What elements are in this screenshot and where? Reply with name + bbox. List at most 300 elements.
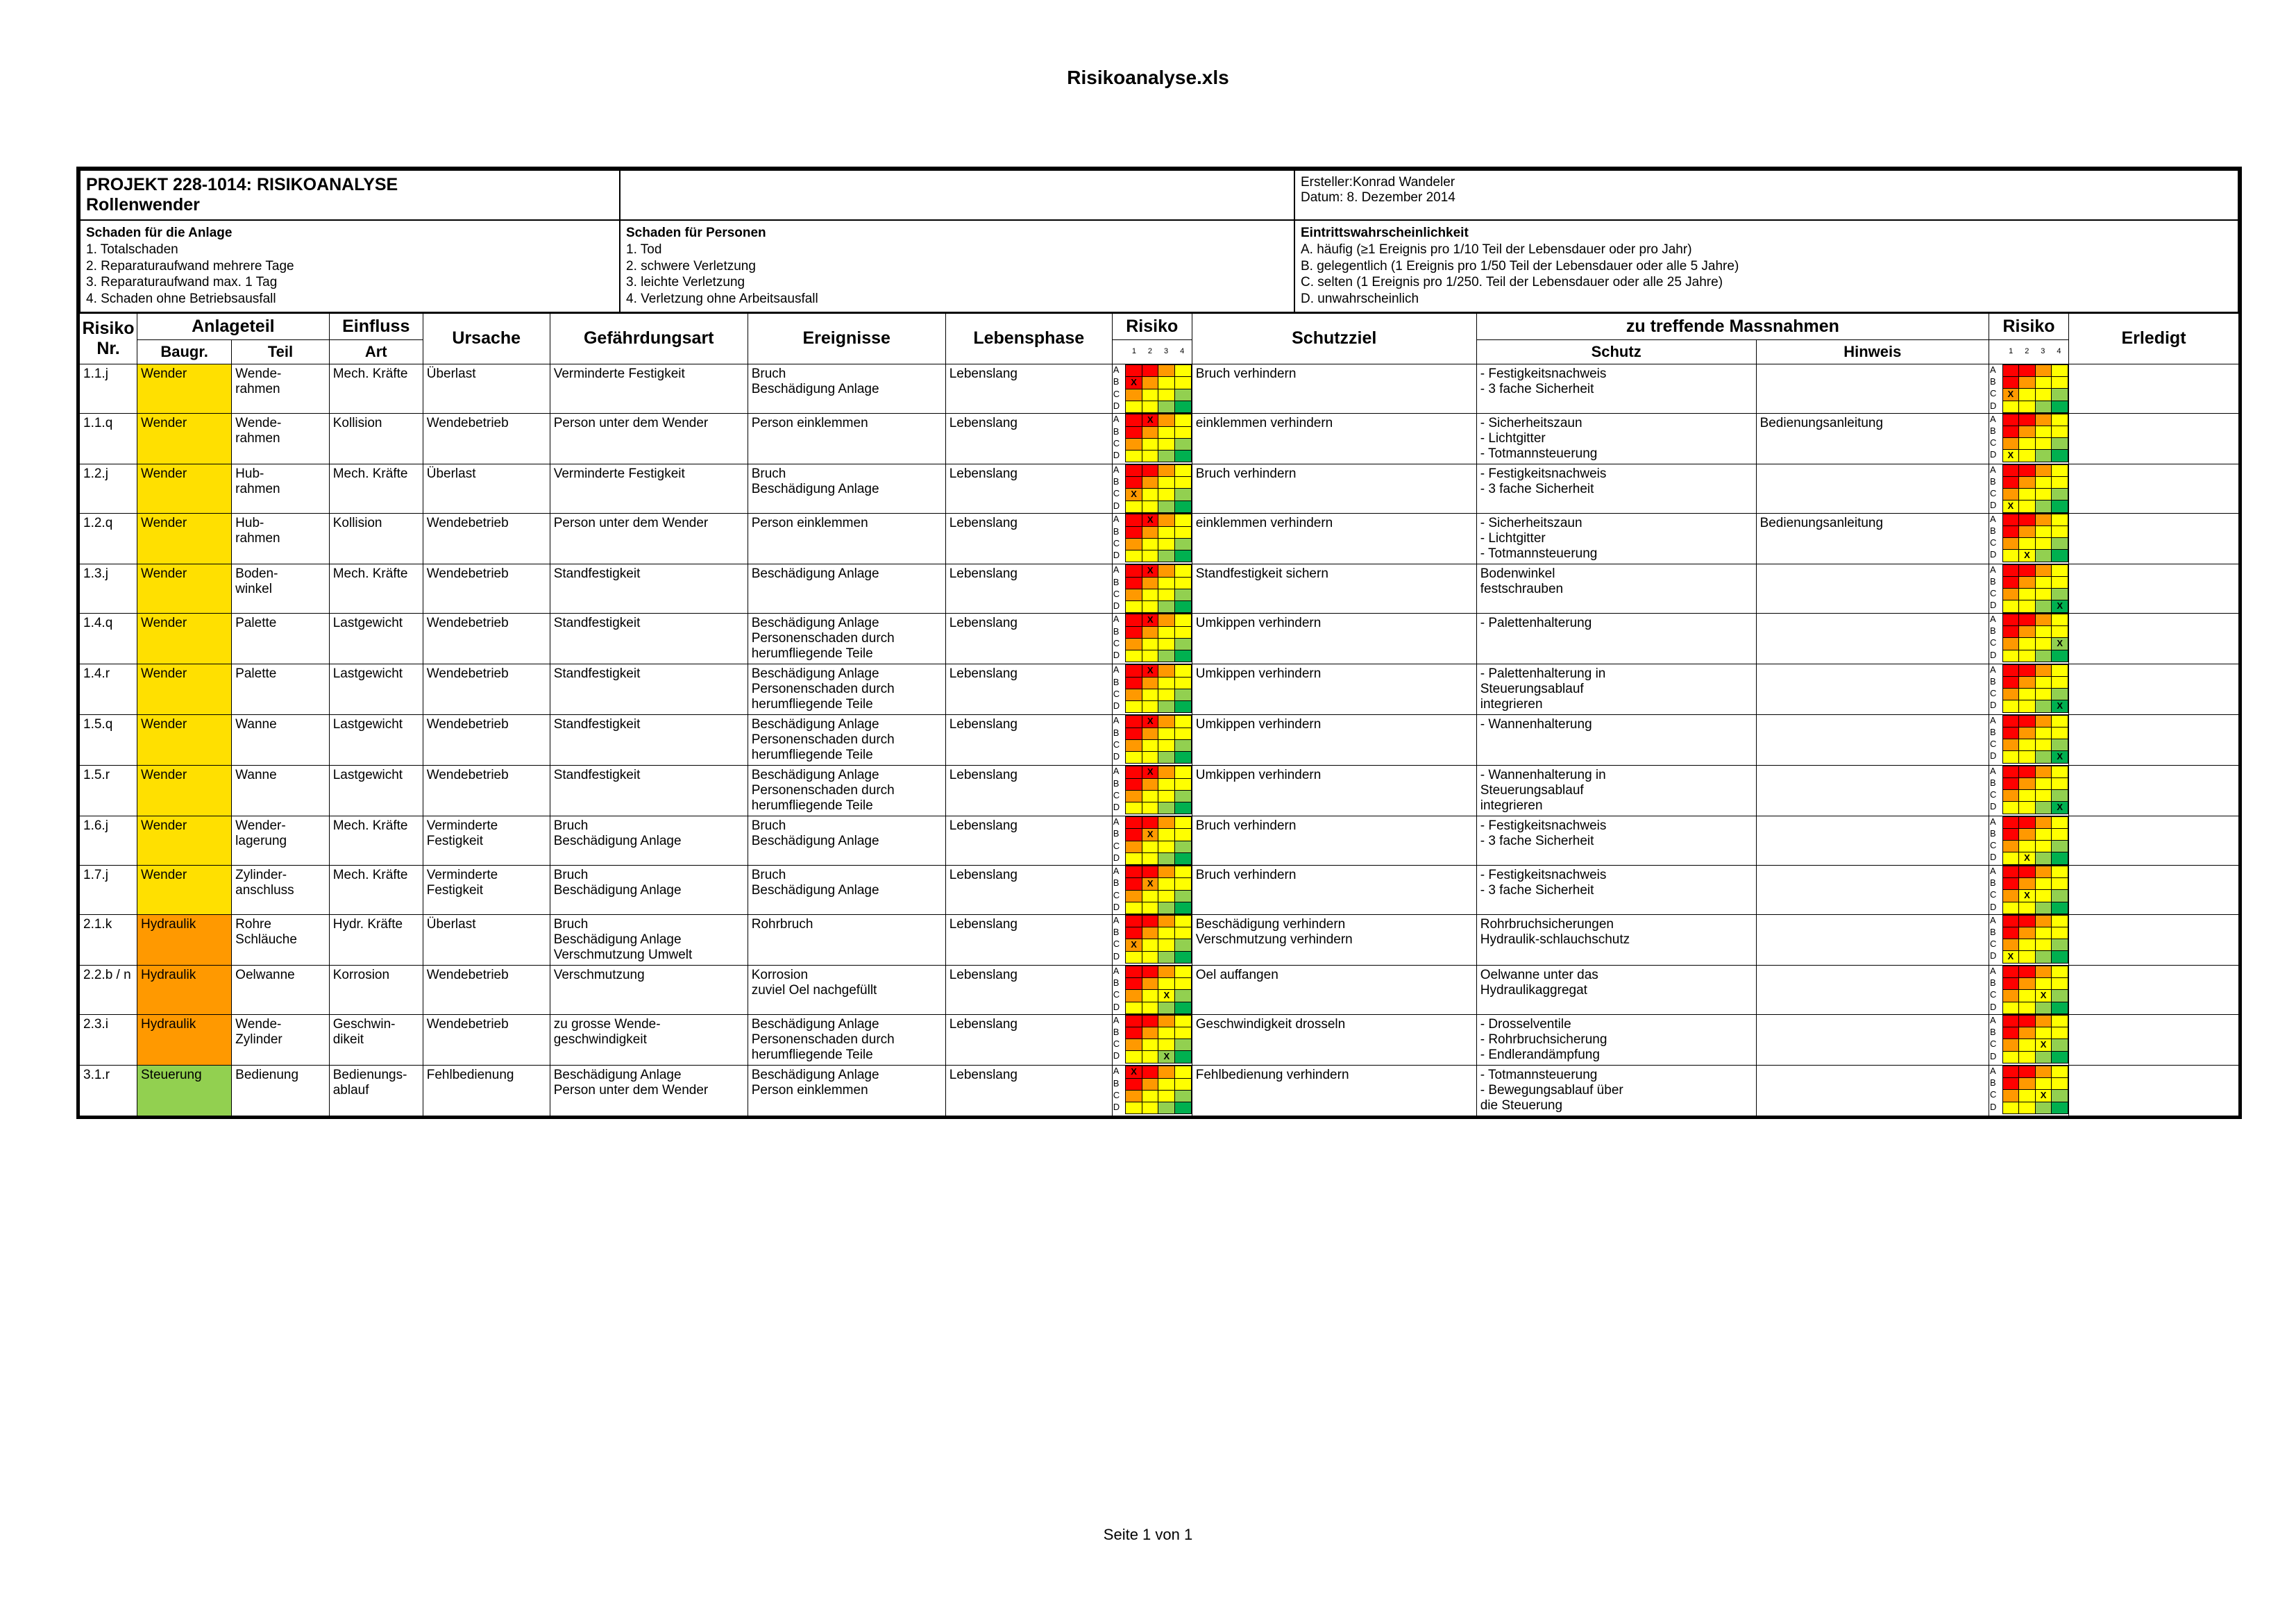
matrix-cell-B1 [1126, 577, 1142, 589]
matrix-cell-C1 [2002, 840, 2019, 852]
table-row[interactable] [80, 965, 2239, 1014]
cell-schutz: - Palettenhalterung [1476, 613, 1756, 664]
cell-risiko-before [1112, 714, 1192, 765]
matrix-cell-selected-A2: X [1142, 414, 1158, 426]
matrix-cell-C2 [2019, 637, 2036, 650]
matrix-cell-B2 [2019, 777, 2036, 789]
risk-matrix [1989, 766, 2068, 814]
matrix-cell-A3 [1158, 966, 1175, 977]
cell-schutz: Oelwanne unter das Hydraulikaggregat [1476, 965, 1756, 1014]
matrix-cell-D4 [2052, 950, 2068, 963]
matrix-row-label-B: B [1989, 727, 2002, 739]
matrix-cell-C4 [2052, 1038, 2068, 1051]
matrix-cell-B4 [2052, 376, 2068, 388]
table-row[interactable] [80, 765, 2239, 816]
cell-teil: Wanne [232, 714, 330, 765]
matrix-cell-D1 [2002, 650, 2019, 662]
cell-ereignisse: Person einklemmen [748, 513, 945, 564]
cell-ereignisse: Korrosion zuviel Oel nachgefüllt [748, 965, 945, 1014]
cell-gefaehrdungsart: Standfestigkeit [550, 613, 748, 664]
cell-erledigt [2069, 816, 2239, 865]
matrix-cell-B3 [2035, 777, 2052, 789]
matrix-cell-A3 [2035, 1015, 2052, 1027]
matrix-cell-A3 [1158, 715, 1175, 728]
matrix-cell-C2 [1142, 638, 1158, 650]
matrix-cell-C3 [1158, 488, 1175, 501]
cell-art: Lastgewicht [329, 714, 423, 765]
matrix-row-label-B: B [1113, 577, 1126, 589]
table-row[interactable] [80, 914, 2239, 965]
cell-risiko-nr: 1.2.j [80, 464, 137, 513]
page-title: Risikoanalyse.xls [1067, 67, 1229, 88]
cell-lebensphase: Lebenslang [945, 413, 1112, 464]
matrix-cell-D2 [1142, 650, 1158, 662]
matrix-cell-selected-A1: X [1126, 1066, 1142, 1078]
matrix-cell-D3 [2035, 902, 2052, 914]
cell-gefaehrdungsart: Bruch Beschädigung Anlage [550, 865, 748, 914]
cell-lebensphase: Lebenslang [945, 513, 1112, 564]
matrix-cell-D1 [1126, 401, 1142, 412]
scale-col-4: 4 [2051, 347, 2067, 356]
matrix-row-label-C: C [1989, 789, 2002, 801]
risk-matrix [1989, 414, 2068, 462]
matrix-cell-D4 [1175, 1102, 1192, 1113]
matrix-cell-selected-D4: X [2052, 750, 2068, 763]
matrix-cell-C4 [2052, 1089, 2068, 1102]
cell-hinweis [1756, 464, 1989, 513]
matrix-cell-A3 [1158, 766, 1175, 778]
matrix-cell-D1 [2002, 600, 2019, 612]
matrix-row-label-B: B [1113, 927, 1126, 939]
matrix-cell-D1 [1126, 550, 1142, 562]
matrix-row-label-D: D [1113, 902, 1126, 914]
matrix-cell-D3 [1158, 852, 1175, 864]
matrix-cell-C1 [2002, 688, 2019, 700]
matrix-cell-B4 [1175, 577, 1192, 589]
matrix-cell-D4 [1175, 852, 1192, 864]
cell-risiko-nr: 2.2.b / n [80, 965, 137, 1014]
matrix-row-label-A: A [1989, 564, 2002, 576]
matrix-cell-A2 [2019, 715, 2036, 727]
cell-art: Lastgewicht [329, 613, 423, 664]
risk-matrix [1989, 1066, 2068, 1114]
matrix-cell-D4 [2052, 1102, 2068, 1113]
legend-anlage-title: Schaden für die Anlage [86, 226, 233, 240]
matrix-cell-C4 [1175, 1038, 1192, 1050]
matrix-cell-B1 [1126, 778, 1142, 790]
cell-risiko-before [1112, 765, 1192, 816]
cell-baugr: Wender [137, 714, 232, 765]
matrix-cell-B3 [2035, 828, 2052, 840]
cell-ursache: Verminderte Festigkeit [423, 816, 550, 865]
cell-gefaehrdungsart: Verschmutzung [550, 965, 748, 1014]
matrix-cell-A1 [1126, 664, 1142, 677]
cell-art: Mech. Kräfte [329, 364, 423, 413]
matrix-cell-C3 [2035, 789, 2052, 801]
matrix-cell-C3 [1158, 538, 1175, 550]
matrix-cell-A4 [2052, 614, 2068, 625]
matrix-cell-B3 [1158, 426, 1175, 438]
matrix-cell-A2 [1142, 364, 1158, 376]
cell-schutz: - Festigkeitsnachweis - 3 fache Sicherheit [1476, 364, 1756, 413]
matrix-cell-selected-C1: X [2002, 388, 2019, 401]
matrix-cell-D3 [2035, 449, 2052, 462]
matrix-cell-selected-C4: X [2052, 637, 2068, 650]
matrix-row-label-D: D [1113, 852, 1126, 864]
matrix-cell-B1 [2002, 676, 2019, 688]
cell-ereignisse: Bruch Beschädigung Anlage [748, 865, 945, 914]
matrix-cell-C2 [2019, 789, 2036, 801]
cell-lebensphase: Lebenslang [945, 1065, 1112, 1116]
matrix-cell-C1 [2002, 637, 2019, 650]
table-row[interactable] [80, 1065, 2239, 1116]
matrix-cell-A4 [2052, 816, 2068, 828]
matrix-cell-D1 [1126, 1050, 1142, 1063]
scale-corner [1991, 347, 2003, 356]
cell-schutzziel: Geschwindigkeit drosseln [1192, 1014, 1476, 1065]
cell-schutz: - Palettenhalterung in Steuerungsablauf integrieren [1476, 664, 1756, 714]
matrix-row-label-D: D [1989, 700, 2002, 712]
matrix-row-label-C: C [1989, 637, 2002, 650]
cell-gefaehrdungsart: zu grosse Wende- geschwindigkeit [550, 1014, 748, 1065]
matrix-cell-B4 [2052, 877, 2068, 889]
matrix-cell-selected-D1: X [2002, 500, 2019, 512]
matrix-cell-D3 [1158, 802, 1175, 814]
col-risiko-nr-line2: Nr. [96, 338, 120, 358]
matrix-row-label-C: C [1989, 889, 2002, 902]
matrix-row-label-D: D [1113, 751, 1126, 763]
matrix-cell-C4 [2052, 789, 2068, 801]
matrix-cell-C2 [1142, 689, 1158, 700]
matrix-cell-A4 [2052, 414, 2068, 426]
cell-risiko-before [1112, 364, 1192, 413]
risk-table-body [80, 364, 2239, 1116]
cell-risiko-after [1989, 1014, 2069, 1065]
matrix-cell-A2 [1142, 915, 1158, 927]
cell-lebensphase: Lebenslang [945, 464, 1112, 513]
matrix-row-label-D: D [1113, 1002, 1126, 1014]
risk-matrix [1113, 664, 1192, 713]
scale-col-4: 4 [1174, 347, 1190, 356]
matrix-row-label-C: C [1113, 890, 1126, 902]
matrix-cell-D2 [2019, 801, 2036, 814]
matrix-cell-C3 [2035, 889, 2052, 902]
matrix-cell-C1 [1126, 389, 1142, 401]
matrix-cell-B4 [1175, 927, 1192, 939]
matrix-row-label-A: A [1113, 966, 1126, 977]
table-row[interactable] [80, 364, 2239, 413]
matrix-cell-selected-B2: X [1142, 828, 1158, 841]
cell-ereignisse: Beschädigung Anlage Person einklemmen [748, 1065, 945, 1116]
matrix-cell-B3 [2035, 625, 2052, 637]
matrix-cell-C4 [2052, 488, 2068, 500]
matrix-cell-D2 [1142, 600, 1158, 612]
matrix-cell-A4 [2052, 564, 2068, 576]
matrix-cell-A3 [2035, 614, 2052, 625]
matrix-cell-A2 [1142, 464, 1158, 476]
matrix-cell-C1 [2002, 588, 2019, 600]
matrix-cell-B4 [1175, 1027, 1192, 1038]
matrix-cell-A1 [1126, 966, 1142, 977]
cell-ursache: Überlast [423, 364, 550, 413]
matrix-row-label-D: D [1113, 802, 1126, 814]
matrix-cell-C2 [1142, 389, 1158, 401]
matrix-cell-A3 [2035, 464, 2052, 476]
matrix-cell-A2 [1142, 866, 1158, 877]
matrix-row-label-C: C [1113, 1038, 1126, 1050]
cell-art: Geschwin- dikeit [329, 1014, 423, 1065]
matrix-cell-B1 [2002, 828, 2019, 840]
col-risiko-nr-line1: Risiko [82, 318, 135, 338]
matrix-cell-C1 [1126, 638, 1142, 650]
table-row[interactable] [80, 664, 2239, 714]
matrix-cell-A3 [1158, 866, 1175, 877]
matrix-cell-B4 [2052, 1077, 2068, 1089]
matrix-cell-B2 [2019, 977, 2036, 989]
matrix-cell-C2 [1142, 1038, 1158, 1050]
cell-risiko-before [1112, 1065, 1192, 1116]
matrix-row-label-C: C [1989, 437, 2002, 449]
matrix-row-label-B: B [1989, 828, 2002, 840]
matrix-cell-D2 [2019, 1102, 2036, 1113]
risk-matrix [1113, 514, 1192, 562]
matrix-cell-B4 [2052, 676, 2068, 688]
matrix-cell-B4 [1175, 626, 1192, 638]
matrix-cell-D4 [1175, 951, 1192, 963]
matrix-row-label-A: A [1989, 866, 2002, 877]
legend-anlage-item-0: 1. Totalschaden [86, 242, 178, 257]
matrix-cell-C1 [1126, 1090, 1142, 1102]
legend-personen [620, 220, 1294, 312]
cell-art: Korrosion [329, 965, 423, 1014]
matrix-cell-B2 [1142, 526, 1158, 538]
risk-matrix [1113, 816, 1192, 865]
cell-lebensphase: Lebenslang [945, 613, 1112, 664]
matrix-cell-D3 [2035, 1102, 2052, 1113]
matrix-cell-D3 [2035, 950, 2052, 963]
matrix-cell-B2 [2019, 828, 2036, 840]
matrix-cell-B3 [2035, 1027, 2052, 1038]
cell-risiko-nr: 3.1.r [80, 1065, 137, 1116]
matrix-cell-A4 [1175, 514, 1192, 526]
legend-personen-title: Schaden für Personen [626, 226, 766, 240]
cell-schutzziel: Bruch verhindern [1192, 464, 1476, 513]
matrix-row-label-D: D [1989, 650, 2002, 662]
cell-ursache: Wendebetrieb [423, 765, 550, 816]
cell-ursache: Fehlbedienung [423, 1065, 550, 1116]
matrix-row-label-A: A [1113, 364, 1126, 376]
cell-erledigt [2069, 965, 2239, 1014]
matrix-cell-B4 [2052, 927, 2068, 939]
cell-schutz: - Wannenhalterung [1476, 714, 1756, 765]
matrix-cell-A1 [2002, 1015, 2019, 1027]
matrix-cell-D4 [1175, 700, 1192, 712]
matrix-row-label-D: D [1113, 401, 1126, 412]
matrix-cell-C4 [2052, 537, 2068, 549]
table-row[interactable] [80, 413, 2239, 464]
matrix-cell-A3 [1158, 1015, 1175, 1027]
matrix-cell-D3 [2035, 650, 2052, 662]
legend-anlage-item-3: 4. Schaden ohne Betriebsausfall [86, 292, 276, 306]
matrix-cell-D4 [2052, 449, 2068, 462]
table-row[interactable] [80, 464, 2239, 513]
matrix-row-label-A: A [1989, 715, 2002, 727]
matrix-cell-D3 [1158, 501, 1175, 512]
matrix-cell-C4 [2052, 739, 2068, 750]
matrix-cell-B1 [2002, 927, 2019, 939]
table-row[interactable] [80, 564, 2239, 613]
matrix-cell-B4 [2052, 525, 2068, 537]
matrix-row-label-B: B [1989, 525, 2002, 537]
matrix-cell-C1 [1126, 589, 1142, 600]
matrix-cell-D4 [2052, 549, 2068, 562]
risk-matrix [1113, 866, 1192, 914]
cell-risiko-after [1989, 413, 2069, 464]
matrix-cell-D4 [1175, 802, 1192, 814]
table-row[interactable] [80, 513, 2239, 564]
cell-ursache: Überlast [423, 464, 550, 513]
cell-risiko-after [1989, 564, 2069, 613]
table-row[interactable] [80, 714, 2239, 765]
matrix-cell-A3 [1158, 664, 1175, 677]
cell-ereignisse: Beschädigung Anlage Personenschaden durch herumfliegende Teile [748, 664, 945, 714]
matrix-row-label-A: A [1113, 414, 1126, 426]
matrix-cell-A1 [1126, 464, 1142, 476]
cell-ursache: Wendebetrieb [423, 413, 550, 464]
risk-matrix [1989, 514, 2068, 562]
matrix-row-label-C: C [1113, 438, 1126, 450]
legend-wahrscheinlichkeit-item-2: C. selten (1 Ereignis pro 1/250. Teil der Lebensdauer oder alle 25 Jahre) [1301, 275, 1723, 290]
cell-hinweis [1756, 1014, 1989, 1065]
matrix-cell-A4 [1175, 614, 1192, 626]
matrix-row-label-C: C [1989, 739, 2002, 750]
matrix-cell-D1 [2002, 750, 2019, 763]
matrix-cell-B4 [2052, 777, 2068, 789]
legend-wahrscheinlichkeit-item-0: A. häufig (≥1 Ereignis pro 1/10 Teil der Lebensdauer oder pro Jahr) [1301, 242, 1692, 257]
table-row[interactable] [80, 613, 2239, 664]
matrix-cell-B1 [2002, 426, 2019, 437]
matrix-cell-D3 [2035, 852, 2052, 864]
matrix-cell-C2 [2019, 688, 2036, 700]
cell-ursache: Wendebetrieb [423, 1014, 550, 1065]
matrix-row-label-A: A [1989, 766, 2002, 777]
cell-schutzziel: Umkippen verhindern [1192, 664, 1476, 714]
matrix-cell-B1 [1126, 977, 1142, 989]
cell-ereignisse: Bruch Beschädigung Anlage [748, 364, 945, 413]
cell-lebensphase: Lebenslang [945, 914, 1112, 965]
matrix-row-label-A: A [1989, 816, 2002, 828]
matrix-cell-selected-D4: X [2052, 700, 2068, 712]
cell-ursache: Wendebetrieb [423, 965, 550, 1014]
table-row[interactable] [80, 816, 2239, 865]
matrix-cell-D2 [2019, 1051, 2036, 1063]
matrix-cell-A4 [2052, 1015, 2068, 1027]
matrix-cell-A4 [1175, 766, 1192, 778]
matrix-cell-C4 [1175, 689, 1192, 700]
matrix-cell-D4 [2052, 1051, 2068, 1063]
matrix-cell-C1 [1126, 890, 1142, 902]
matrix-cell-D2 [1142, 852, 1158, 864]
matrix-cell-B2 [1142, 376, 1158, 389]
table-row[interactable] [80, 1014, 2239, 1065]
cell-gefaehrdungsart: Standfestigkeit [550, 714, 748, 765]
matrix-cell-D4 [2052, 401, 2068, 412]
matrix-cell-D1 [1126, 700, 1142, 712]
matrix-cell-C1 [2002, 989, 2019, 1002]
matrix-cell-B3 [2035, 1077, 2052, 1089]
matrix-row-label-D: D [1989, 950, 2002, 963]
cell-gefaehrdungsart: Verminderte Festigkeit [550, 464, 748, 513]
matrix-row-label-B: B [1989, 376, 2002, 388]
cell-baugr: Wender [137, 664, 232, 714]
matrix-row-label-B: B [1113, 376, 1126, 389]
cell-risiko-nr: 1.5.r [80, 765, 137, 816]
risk-matrix [1113, 464, 1192, 513]
matrix-cell-D2 [2019, 500, 2036, 512]
matrix-row-label-A: A [1113, 664, 1126, 677]
matrix-row-label-A: A [1113, 1066, 1126, 1078]
matrix-row-label-B: B [1113, 1078, 1126, 1090]
matrix-row-label-D: D [1113, 1050, 1126, 1063]
cell-schutz: - Festigkeitsnachweis - 3 fache Sicherheit [1476, 865, 1756, 914]
matrix-cell-B4 [1175, 526, 1192, 538]
matrix-cell-C1 [1126, 790, 1142, 802]
matrix-cell-B1 [2002, 525, 2019, 537]
matrix-cell-D4 [1175, 902, 1192, 914]
matrix-cell-D2 [1142, 700, 1158, 712]
cell-erledigt [2069, 564, 2239, 613]
cell-teil: Hub- rahmen [232, 513, 330, 564]
header-empty-cell [620, 170, 1294, 220]
legend-personen-item-3: 4. Verletzung ohne Arbeitsausfall [626, 292, 818, 306]
matrix-cell-B1 [1126, 476, 1142, 488]
matrix-cell-D3 [1158, 550, 1175, 562]
matrix-cell-D2 [2019, 449, 2036, 462]
cell-ereignisse: Beschädigung Anlage Personenschaden durch herumfliegende Teile [748, 765, 945, 816]
matrix-cell-B2 [2019, 1077, 2036, 1089]
matrix-cell-C4 [1175, 841, 1192, 852]
matrix-cell-D3 [1158, 1002, 1175, 1014]
matrix-cell-A4 [1175, 664, 1192, 677]
header-block [79, 169, 2239, 313]
matrix-row-label-A: A [1989, 414, 2002, 426]
matrix-cell-B3 [1158, 728, 1175, 739]
matrix-cell-C4 [1175, 589, 1192, 600]
cell-risiko-after [1989, 464, 2069, 513]
cell-risiko-nr: 1.7.j [80, 865, 137, 914]
matrix-row-label-B: B [1113, 1027, 1126, 1038]
cell-risiko-before [1112, 413, 1192, 464]
matrix-cell-B3 [2035, 727, 2052, 739]
matrix-cell-A4 [2052, 715, 2068, 727]
table-row[interactable] [80, 865, 2239, 914]
matrix-cell-C1 [2002, 437, 2019, 449]
matrix-cell-C3 [1158, 689, 1175, 700]
cell-baugr: Wender [137, 513, 232, 564]
matrix-row-label-A: A [1113, 564, 1126, 577]
matrix-cell-A1 [2002, 816, 2019, 828]
col-teil: Teil [232, 339, 330, 364]
cell-risiko-after [1989, 914, 2069, 965]
matrix-cell-D3 [1158, 650, 1175, 662]
cell-teil: Zylinder- anschluss [232, 865, 330, 914]
scale-col-1: 1 [1126, 347, 1142, 356]
matrix-cell-selected-D4: X [2052, 801, 2068, 814]
cell-teil: Oelwanne [232, 965, 330, 1014]
matrix-cell-A1 [1126, 614, 1142, 626]
cell-erledigt [2069, 914, 2239, 965]
matrix-cell-selected-A2: X [1142, 715, 1158, 728]
